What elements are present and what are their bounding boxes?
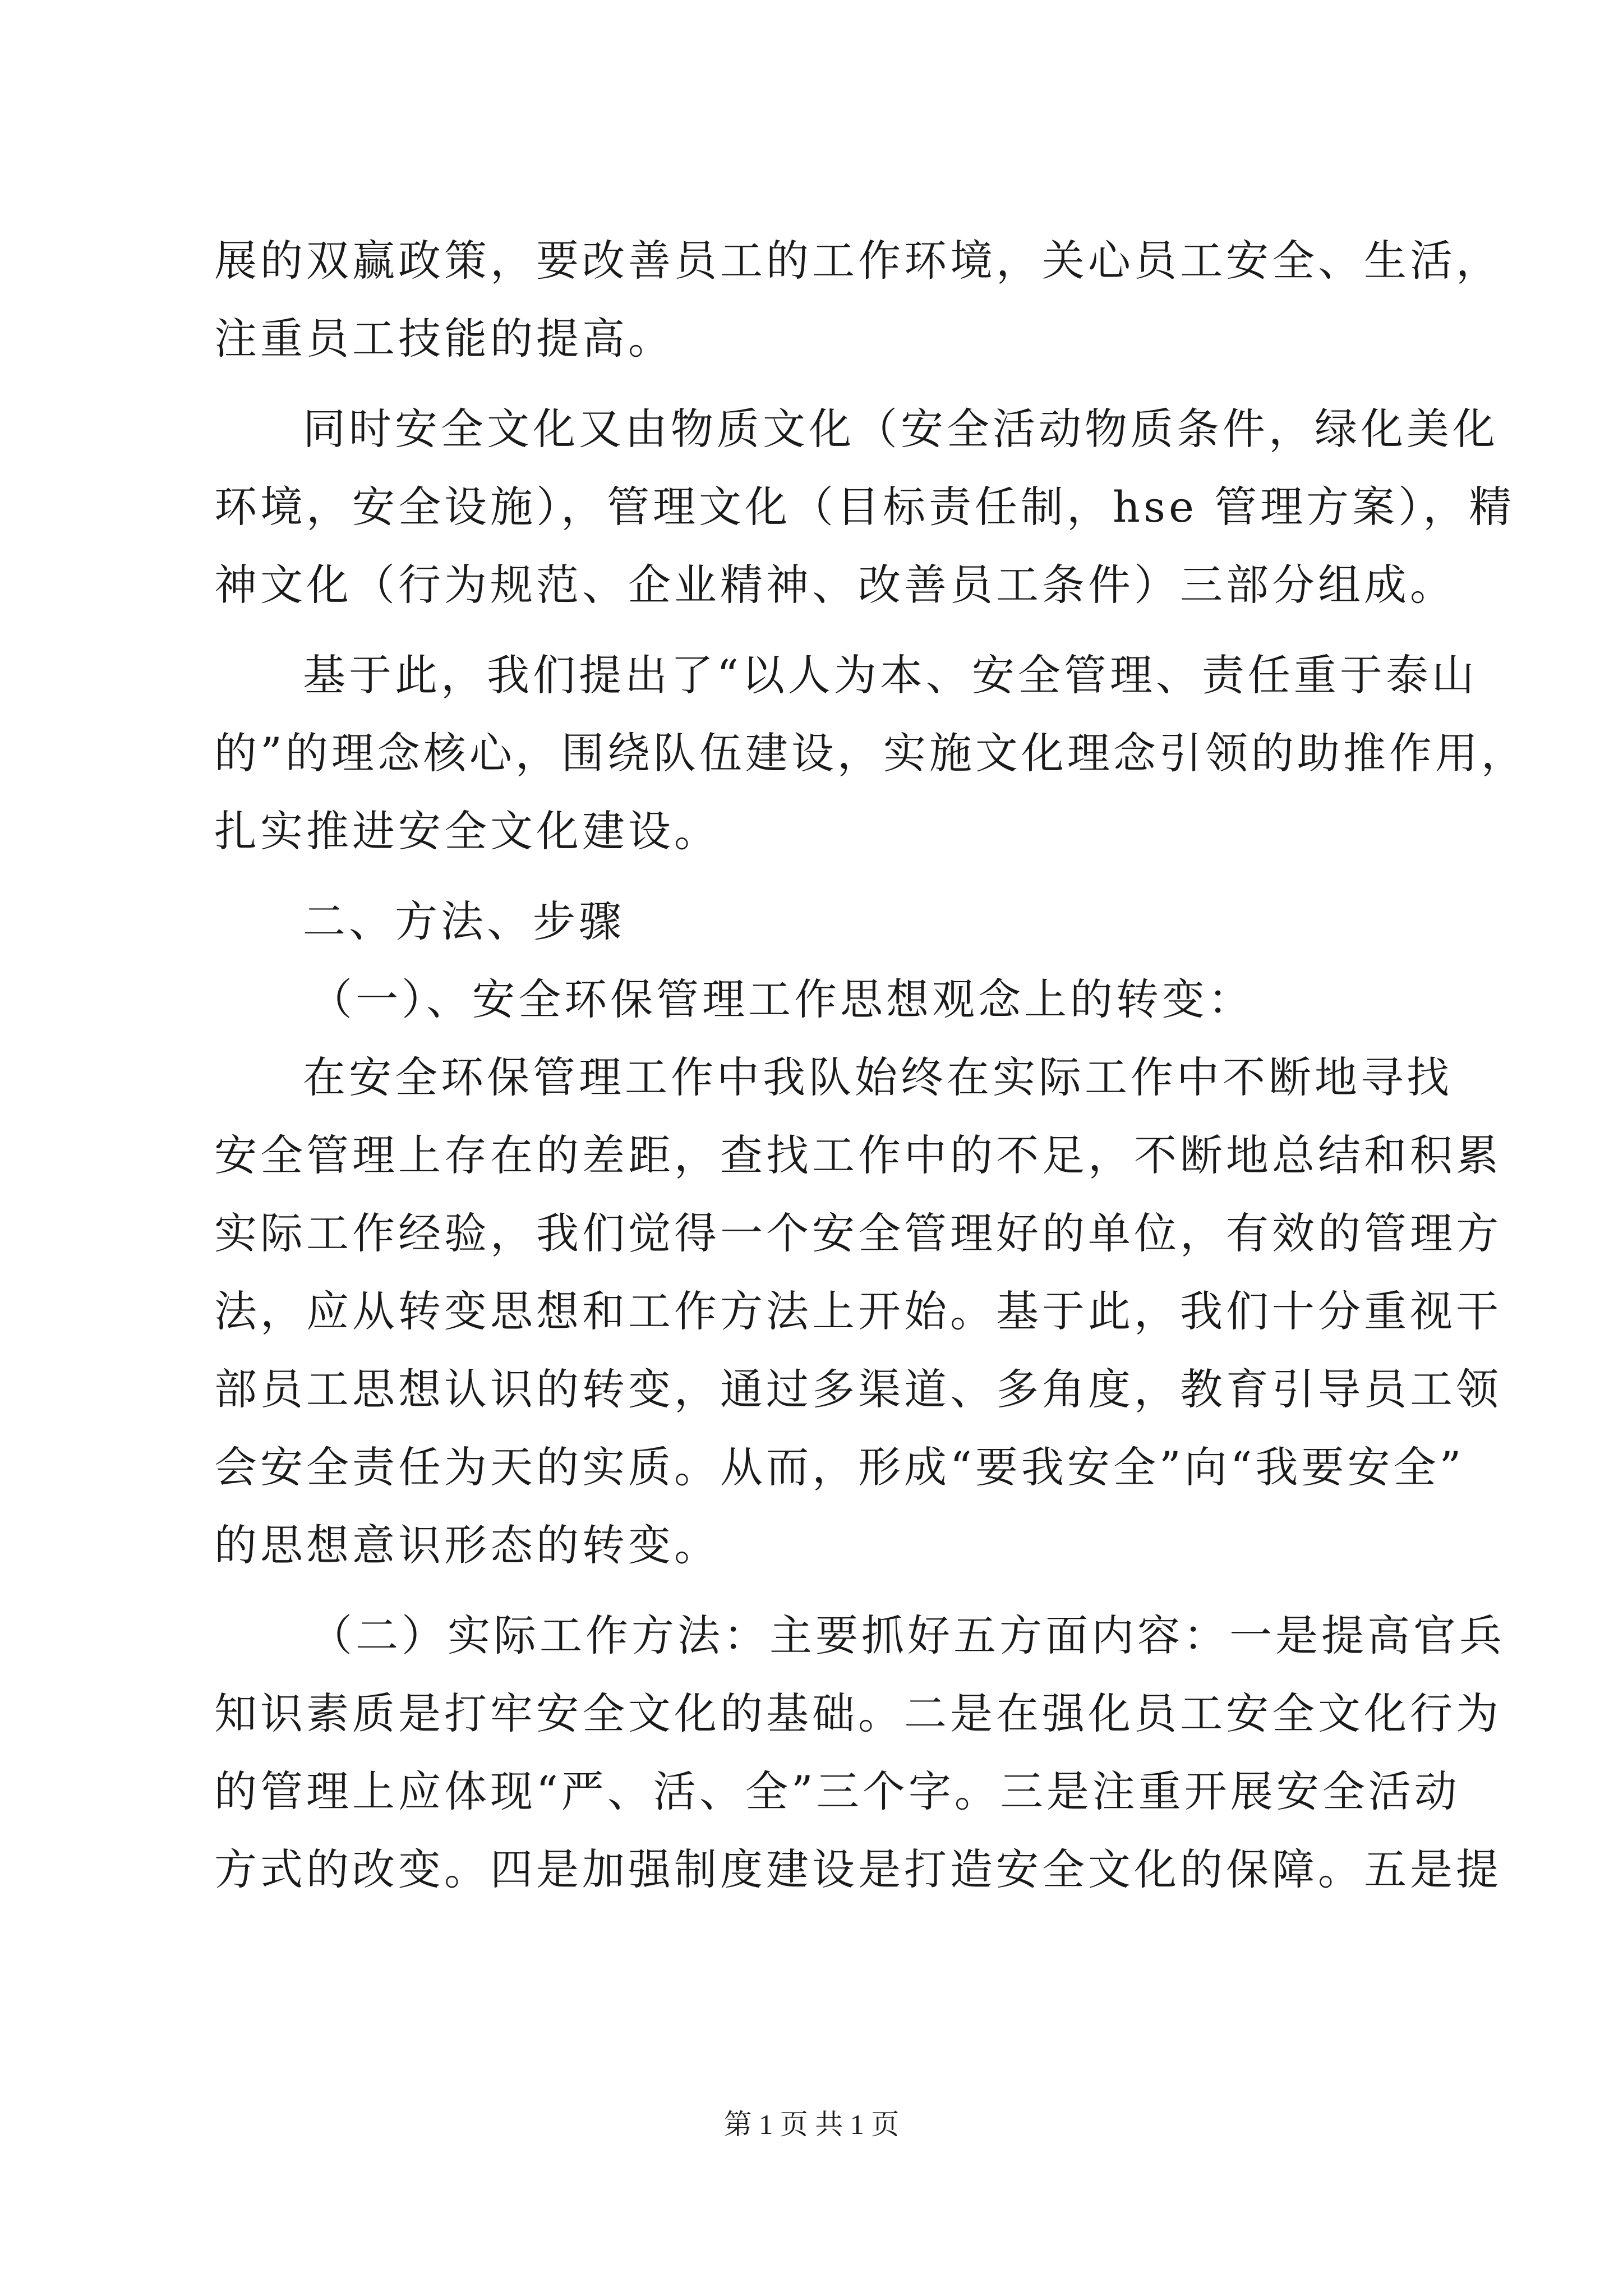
heading-line: 二、方法、步骤 bbox=[303, 896, 625, 946]
text-line: 的”的理念核心，围绕队伍建设，实施文化理念引领的助推作用， bbox=[214, 728, 1527, 778]
text-line: 展的双赢政策，要改善员工的工作环境，关心员工安全、生活， bbox=[214, 236, 1502, 286]
paragraph bbox=[214, 636, 1527, 870]
text-line: 安全管理上存在的差距，查找工作中的不足，不断地总结和积累 bbox=[214, 1130, 1502, 1180]
text-line: 的思想意识形态的转变。 bbox=[214, 1520, 720, 1570]
text-line: 神文化（行为规范、企业精神、改善员工条件）三部分组成。 bbox=[214, 560, 1456, 610]
text-line: 部员工思想认识的转变，通过多渠道、多角度，教育引导员工领 bbox=[214, 1364, 1502, 1414]
text-line: 知识素质是打牢安全文化的基础。二是在强化员工安全文化行为 bbox=[214, 1688, 1502, 1738]
paragraph bbox=[214, 222, 1502, 378]
text-line: 同时安全文化又由物质文化（安全活动物质条件，绿化美化 bbox=[303, 404, 1498, 454]
text-line: 的管理上应体现“严、活、全”三个字。三是注重开展安全活动 bbox=[214, 1766, 1460, 1816]
text-line: 扎实推进安全文化建设。 bbox=[214, 806, 720, 856]
subsection-heading bbox=[214, 960, 1426, 1038]
text-line: 法，应从转变思想和工作方法上开始。基于此，我们十分重视干 bbox=[214, 1286, 1502, 1336]
text-line: 在安全环保管理工作中我队始终在实际工作中不断地寻找 bbox=[303, 1052, 1453, 1102]
text-line: 注重员工技能的提高。 bbox=[214, 314, 674, 364]
document-body bbox=[214, 222, 1527, 1908]
section-heading bbox=[214, 882, 1426, 960]
paragraph bbox=[214, 390, 1515, 624]
page-number-footer: 第 1 页 共 1 页 bbox=[723, 2109, 900, 2140]
text-line: 实际工作经验，我们觉得一个安全管理好的单位，有效的管理方 bbox=[214, 1208, 1502, 1258]
heading-line: （一）、安全环保管理工作思想观念上的转变： bbox=[310, 974, 1254, 1024]
text-line: （二）实际工作方法：主要抓好五方面内容：一是提高官兵 bbox=[310, 1611, 1505, 1660]
paragraph bbox=[214, 1038, 1502, 1584]
text-line: 方式的改变。四是加强制度建设是打造安全文化的保障。五是提 bbox=[214, 1844, 1502, 1894]
text-line: 基于此，我们提出了“以人为本、安全管理、责任重于泰山 bbox=[303, 650, 1478, 700]
text-line: 会安全责任为天的实质。从而，形成“要我安全”向“我要安全” bbox=[214, 1442, 1465, 1492]
text-line: 环境，安全设施），管理文化（目标责任制，hse 管理方案），精 bbox=[214, 482, 1515, 532]
paragraph bbox=[214, 1596, 1505, 1908]
